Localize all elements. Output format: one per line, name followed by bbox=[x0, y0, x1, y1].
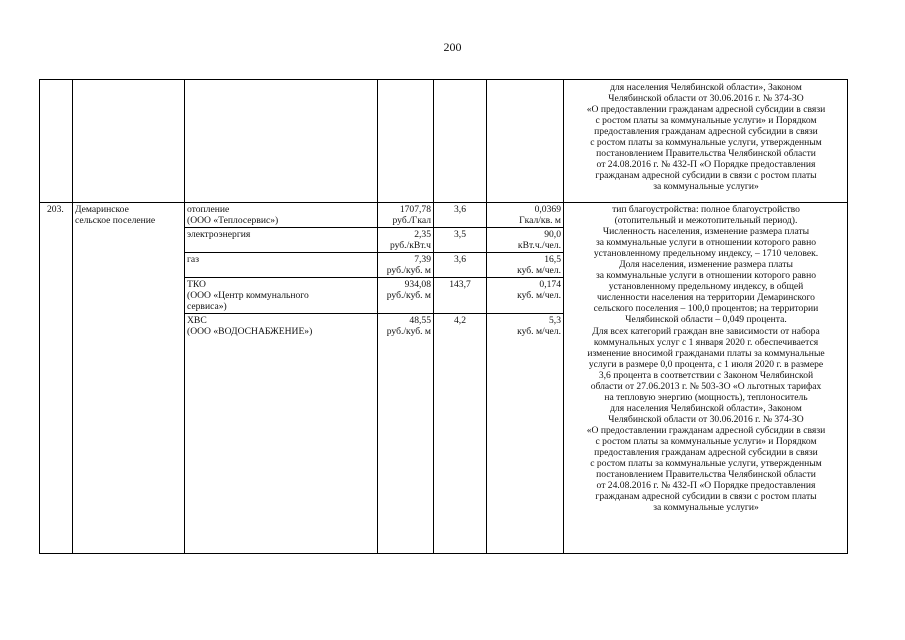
service-growth: 143,7 bbox=[449, 279, 471, 290]
service-tariff: 48,55 руб./куб. м bbox=[386, 315, 431, 337]
service-tariff: 1707,78 руб./Гкал bbox=[392, 204, 431, 226]
column-divider bbox=[184, 80, 185, 553]
service-norm: 0,174 куб. м/чел. bbox=[517, 279, 561, 301]
column-divider bbox=[72, 80, 73, 553]
service-tariff: 2,35 руб./кВт.ч bbox=[389, 229, 431, 251]
service-tariff: 934,08 руб./куб. м bbox=[386, 279, 431, 301]
service-name: электроэнергия bbox=[187, 229, 251, 240]
service-norm: 90,0 кВт.ч./чел. bbox=[517, 229, 561, 251]
prev-row-legal-text: для населения Челябинской области», Законом Челябинской области от 30.06.2016 г. № 374-ЗО «О предоставлении гражданам адресной субсидии в связи с ростом платы за коммунальные услуги» и Порядком предоставления гражданам адресной субсидии в связи с ростом платы за коммунальные услуги, утвержденным постановлением Правительства Челябинской области от 24.08.2016 г. № 432-П «О Порядке предоставления гражданам адресной субсидии в связи с ростом платы за коммунальные услуги» bbox=[586, 82, 826, 193]
service-growth: 3,6 bbox=[454, 254, 466, 265]
service-divider bbox=[184, 277, 563, 278]
service-divider bbox=[184, 313, 563, 314]
service-name: ХВС (ООО «ВОДОСНАБЖЕНИЕ») bbox=[187, 315, 313, 337]
service-tariff: 7,39 руб./куб. м bbox=[386, 254, 431, 276]
service-norm: 0,0369 Гкал/кв. м bbox=[519, 204, 561, 226]
service-divider bbox=[184, 252, 563, 253]
service-name: отопление (ООО «Теплосервис») bbox=[187, 204, 279, 226]
page-number: 200 bbox=[443, 40, 462, 54]
service-divider bbox=[184, 227, 563, 228]
subsidy-table bbox=[39, 79, 848, 554]
service-name: газ bbox=[187, 254, 199, 265]
service-norm: 5,3 куб. м/чел. bbox=[517, 315, 561, 337]
row-number: 203. bbox=[47, 204, 64, 215]
service-name: ТКО (ООО «Центр коммунального сервиса») bbox=[187, 279, 309, 312]
service-growth: 3,6 bbox=[454, 204, 466, 215]
row-divider bbox=[40, 202, 847, 203]
row-description: тип благоустройства: полное благоустройство (отопительный и межотопительный период). Численность населения, изменение размера платы за коммунальные услуги в отношении которого равно установленному предельному индексу, – 1710 человек. Доля населения, изменение размера платы за коммунальные услуги в отношении которого равно установленному предельному индексу, в общей численности населения на территории Демаринского сельского поселения – 100,0 процентов; на территории Челябинской области – 0,049 процента. Для всех категорий граждан вне зависимости от набора коммунальных услуг с 1 января 2020 г. обеспечивается изменение вносимой гражданами платы за коммунальные услуги в размере 0,0 процента, с 1 июля 2020 г. в размере 3,6 процента в соответствии с Законом Челябинской области от 27.06.2013 г. № 503-ЗО «О льготных тарифах на тепловую энергию (мощность), теплоноситель для населения Челябинской области», Законом Челябинской области от 30.06.2016 г. № 374-ЗО «О предоставлении гражданам адресной субсидии в связи с ростом платы за коммунальные услуги» и Порядком предоставления гражданам адресной субсидии в связи с ростом платы за коммунальные услуги, утвержденным постановлением Правительства Челябинской области от 24.08.2016 г. № 432-П «О Порядке предоставления гражданам адресной субсидии в связи с ростом платы за коммунальные услуги» bbox=[586, 204, 826, 514]
service-norm: 16,5 куб. м/чел. bbox=[517, 254, 561, 276]
municipality-name: Демаринское сельское поселение bbox=[75, 204, 156, 226]
service-growth: 3,5 bbox=[454, 229, 466, 240]
service-growth: 4,2 bbox=[454, 315, 466, 326]
